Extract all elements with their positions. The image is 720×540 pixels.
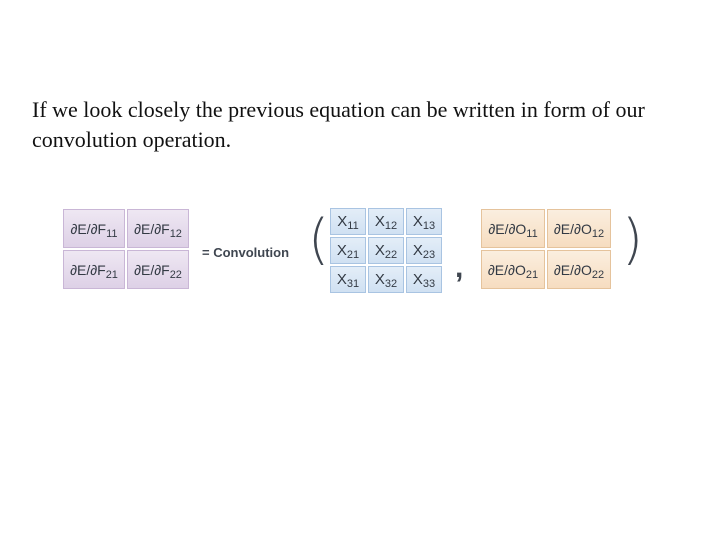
matrix-cell: $X_{22}$ (367, 236, 405, 265)
matrix-cell: $\partial E/\partial O_{21}$ (480, 249, 546, 290)
matrix-cell: $\partial E/\partial O_{22}$ (546, 249, 612, 290)
convolution-operator-label: = Convolution (202, 245, 290, 260)
matrix-cell: $\partial E/\partial F_{22}$ (126, 249, 190, 290)
open-parenthesis: ( (308, 208, 330, 271)
matrix-cell: $\partial E/\partial O_{12}$ (546, 208, 612, 249)
matrix-cell: $X_{23}$ (405, 236, 443, 265)
matrix-cell: $\partial E/\partial F_{12}$ (126, 208, 190, 249)
gradient-o-matrix (480, 208, 612, 290)
matrix-cell: $\partial E/\partial F_{11}$ (62, 208, 126, 249)
matrix-cell: $X_{21}$ (329, 236, 367, 265)
matrix-cell: $X_{31}$ (329, 265, 367, 294)
comma-separator: , (455, 251, 464, 284)
matrix-cell: $X_{11}$ (329, 207, 367, 236)
matrix-cell: $X_{33}$ (405, 265, 443, 294)
input-x-matrix (329, 207, 443, 294)
convolution-equation-figure (62, 207, 652, 307)
matrix-cell: $X_{32}$ (367, 265, 405, 294)
matrix-cell: $X_{12}$ (367, 207, 405, 236)
gradient-f-matrix (62, 208, 190, 290)
close-parenthesis: ) (622, 208, 644, 271)
matrix-cell: $\partial E/\partial O_{11}$ (480, 208, 546, 249)
matrix-cell: $X_{13}$ (405, 207, 443, 236)
matrix-cell: $\partial E/\partial F_{21}$ (62, 249, 126, 290)
slide-body-text: If we look closely the previous equation can be written in form of our convolution operation. (32, 97, 645, 152)
